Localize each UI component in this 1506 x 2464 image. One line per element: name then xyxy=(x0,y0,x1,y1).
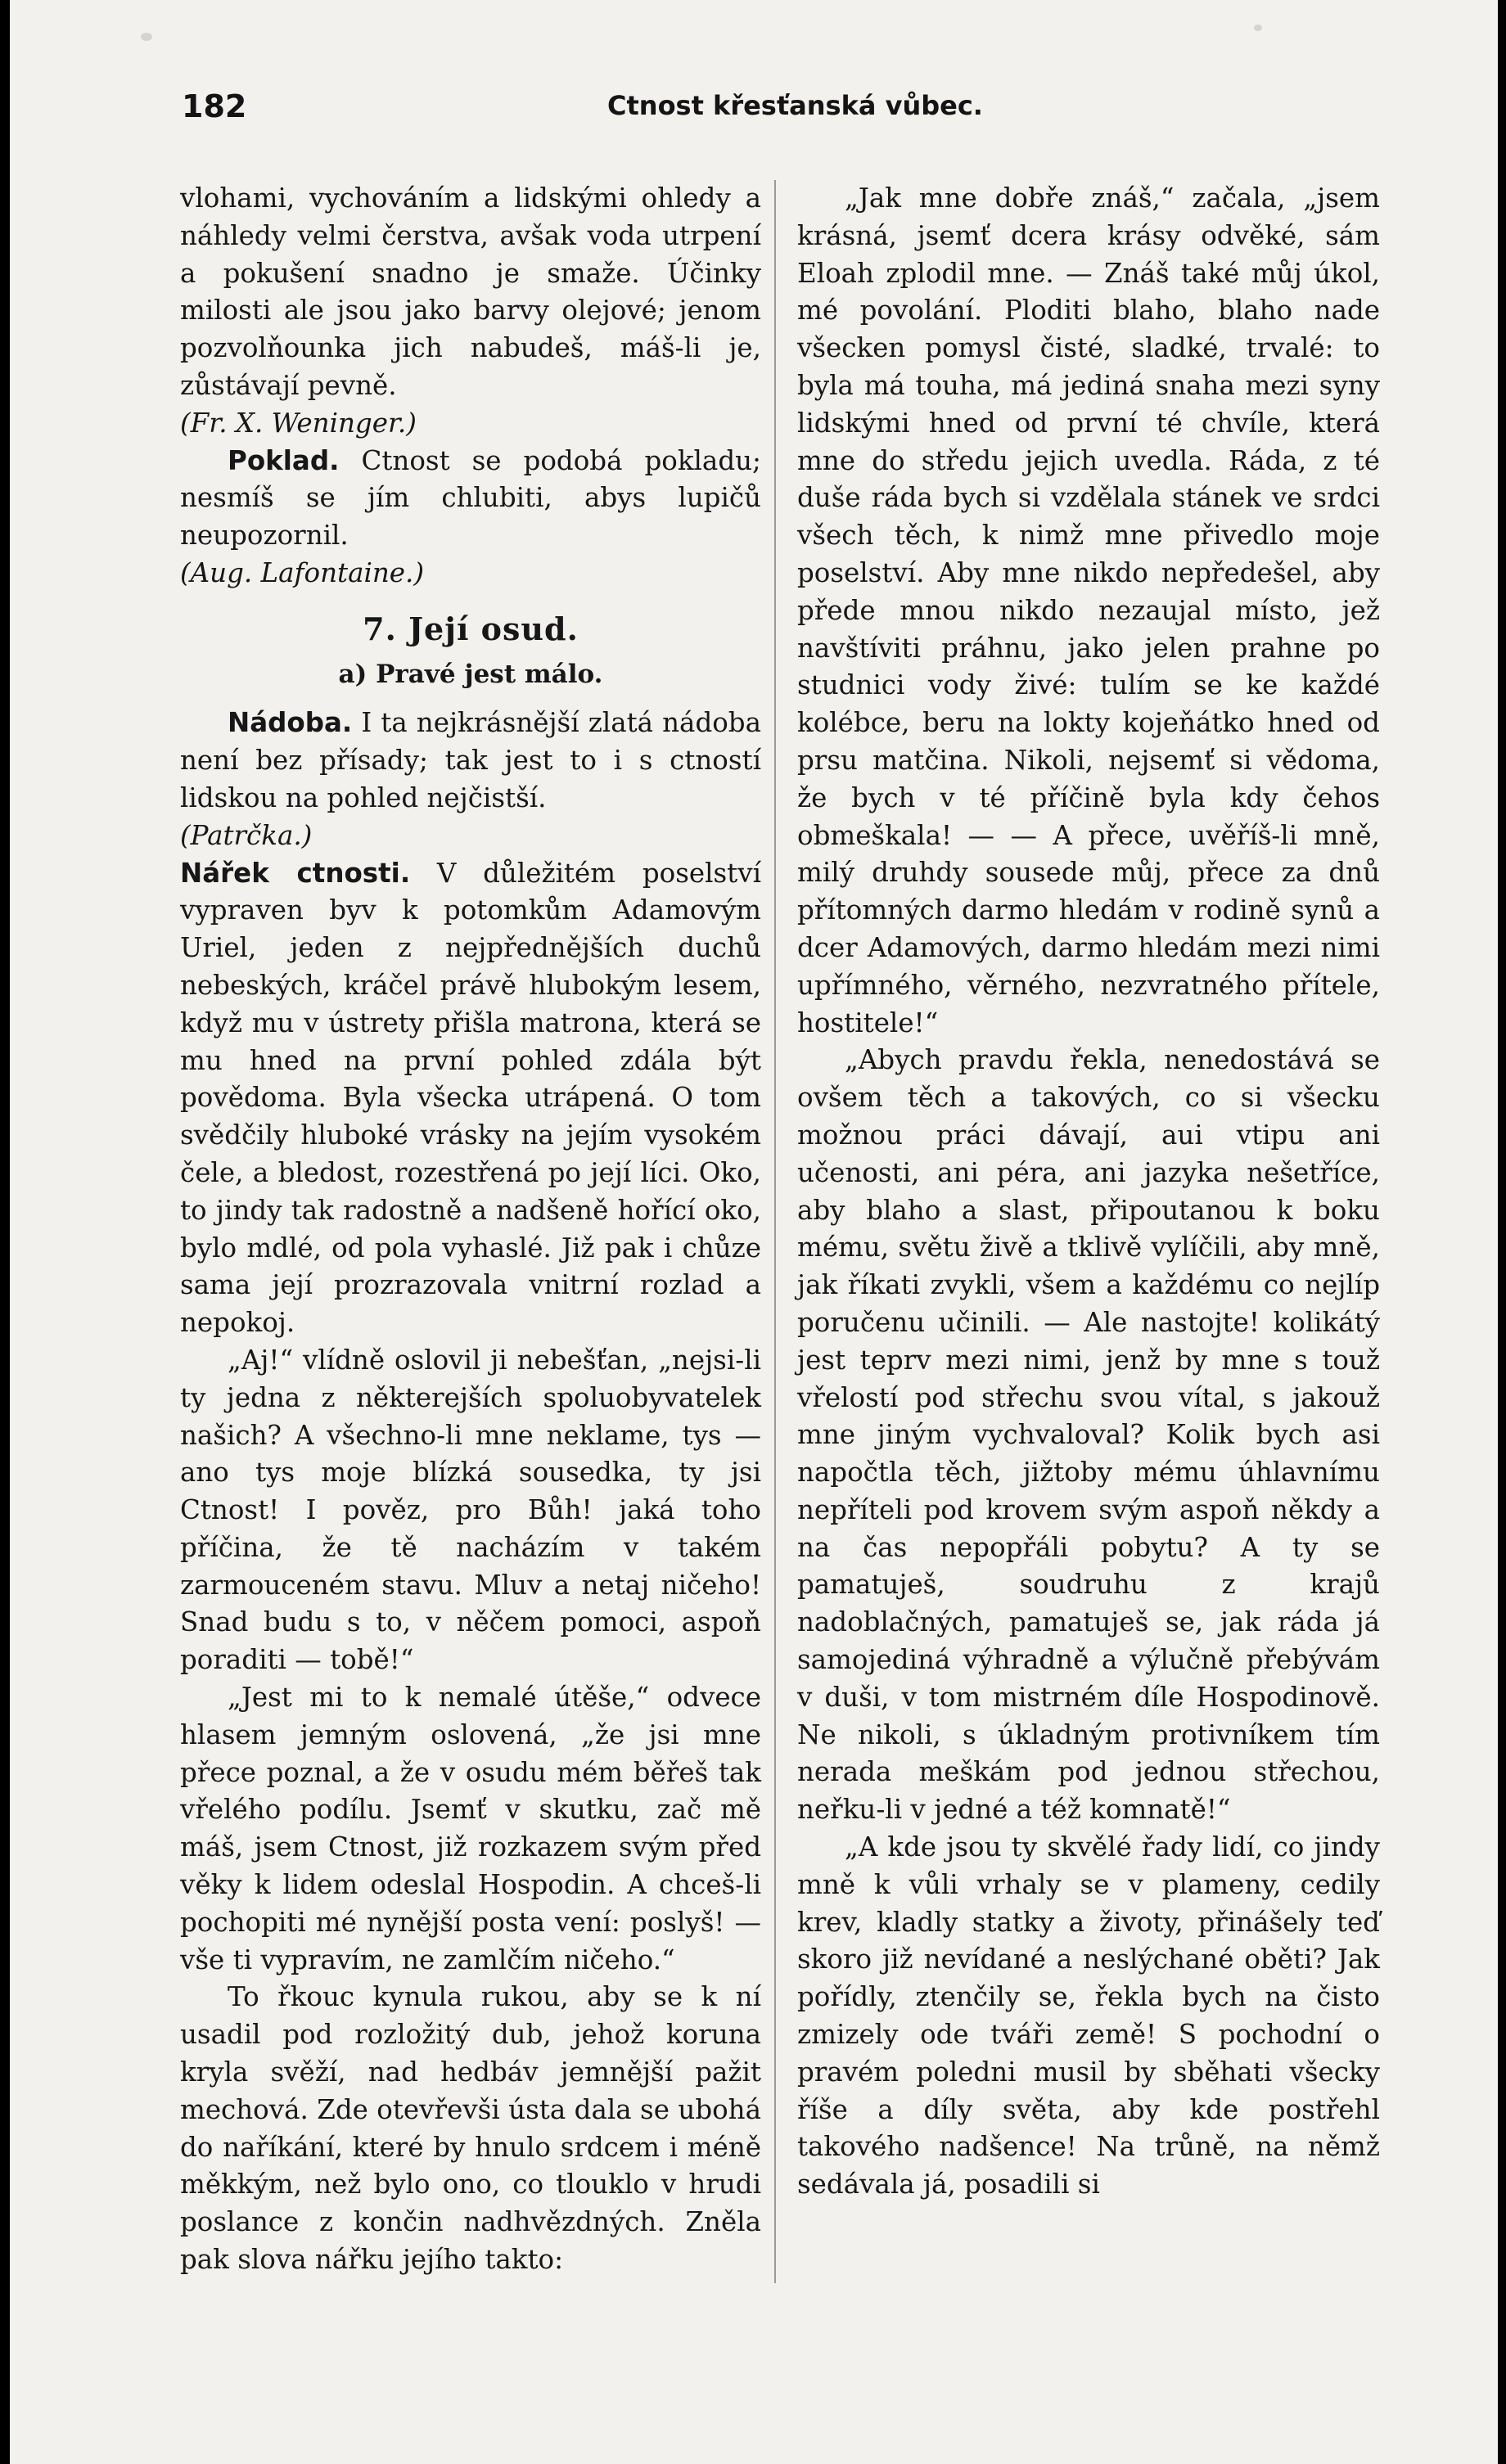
entry-keyword: Nářek ctnosti. xyxy=(180,857,411,889)
running-head: Ctnost křesťanská vůbec. xyxy=(607,90,983,121)
entry-narek-ctnosti xyxy=(180,855,761,1342)
paragraph: „Jak mne dobře znáš,“ začala, „jsem krásná, jsemť dcera krásy odvěké, sám Eloah zplodil mne. — Znáš také můj úkol, mé povolání. Ploditi blaho, blaho nade všecken pomysl čisté, sladké, trvalé: to byla má touha, má jediná snaha mezi syny lidskými hned od první té chvíle, která mne do středu jejich uvedla. Ráda, z té duše ráda bych si vzdělala stánek ve srdci všech těch, k nimž mne přivedlo moje poselství. Aby mne nikdo nepředešel, aby přede mnou nikdo nezaujal místo, jež navštíviti práhnu, jako jelen prahne po studnici vody živé: tulím se ke každé kolébce, beru na lokty kojeňátko hned od prsu matčina. Nikoli, nejsemť si vědoma, že bych v té příčině byla kdy čehos obmeškala! — — A přece, uvěříš-li mně, milý druhdy sousede můj, přece za dnů přítomných darmo hledám v rodině synů a dcer Adamových, darmo hledám mezi nimi upřímného, věrného, nezvratného přítele, hostitele!“ xyxy=(797,182,1380,1038)
paragraph-continuation: vlohami, vychováním a lidskými ohledy a náhledy velmi čerstva, avšak voda utrpení a pokušení snadno je smaže. Účinky milosti ale jsou jako barvy olejové; jenom pozvolňounka jich nabudeš, máš-li je, zůstávají pevně. xyxy=(180,182,761,401)
attribution xyxy=(180,405,761,443)
subsection-title: a) Pravé jest málo. xyxy=(338,659,603,689)
section-title: 7. Její osud. xyxy=(363,610,579,647)
paragraph: „Jest mi to k nemalé útěše,“ odvece hlasem jemným oslovená, „že jsi mne přece poznal, a že v osudu mém běřeš tak vřelého podílu. Jsemť v skutku, zač mě máš, jsem Ctnost, již rozkazem svým před věky k lidem odeslal Hospodin. A chceš-li pochopiti mé nynější posta vení: poslyš! — vše ti vypravím, ne zamlčím ničeho.“ xyxy=(180,1682,761,1975)
paper-speck xyxy=(141,33,152,41)
entry-keyword: Poklad. xyxy=(228,444,340,476)
paragraph: „Aj!“ vlídně oslovil ji nebešťan, „nejsi-li ty jedna z některejších spoluobyvatelek našich? A všechno-li mne neklame, tys — ano tys moje blízká sousedka, ty jsi Ctnost! I pověz, pro Bůh! jaká toho příčina, že tě nacházím v takém zarmouceném stavu. Mluv a netaj ničeho! Snad budu s to, v něčem pomoci, aspoň poraditi — tobě!“ xyxy=(180,1344,761,1676)
paper-speck xyxy=(1254,25,1262,31)
entry-text: I ta nejkrásnější zlatá nádoba není bez přísady; tak jest to i s ctností lidskou na pohled nejčistší. xyxy=(180,707,761,813)
attribution-text: (Fr. X. Weninger.) xyxy=(180,407,417,439)
attribution xyxy=(180,555,761,592)
page-number: 182 xyxy=(182,88,247,124)
entry-text: Ctnost se podobá pokladu; nesmíš se jím chlubiti, abys lupičů neupozornil. xyxy=(180,444,761,552)
paragraph: To řkouc kynula rukou, aby se k ní usadil pod rozložitý dub, jehož koruna kryla svěží, nad hedbáv jemnější pažit mechová. Zde otevřevši ústa dala se ubohá do naříkání, které by hnulo srdcem i méně měkkým, než bylo ono, co tlouklo v hrudi poslance z končin nadhvězdných. Zněla pak slova nářku jejího takto: xyxy=(180,1981,761,2276)
attribution-text: (Patrčka.) xyxy=(180,819,313,851)
book-page xyxy=(10,0,1498,2464)
column-divider xyxy=(774,180,776,2283)
paragraph: „A kde jsou ty skvělé řady lidí, co jindy mně k vůli vrhaly se v plameny, cedily krev, kladly statky a životy, přinášely teď skoro již nevídané a neslýchané oběti? Jak pořídly, ztenčily se, řekla bych na čisto zmizely ode tváři země! S pochodní o pravém poledni musil by sběhati všecky říše a díly světa, aby kde postřehl takového nadšence! Na trůně, na němž sedávala já, posadili si xyxy=(797,1831,1380,2200)
page-header xyxy=(182,88,1319,137)
paragraph: „Abych pravdu řekla, nenedostává se ovšem těch a takových, co si všecku možnou práci dávají, aui vtipu ani učenosti, ani péra, ani jazyka nešetříce, aby blaho a slast, připoutanou k boku mému, světu živě a tklivě vylíčili, aby mně, jak říkati zvykli, všem a každému co nejlíp poručenu učinili. — Ale nastojte! kolikátý jest teprv mezi nimi, jenž by mne s touž vřelostí pod střechu svou vítal, s jakouž mne jiným vychvaloval? Kolik bych asi napočtla těch, jižtoby mému úhlavnímu nepříteli pod krovem svým aspoň někdy a na čas nepopřáli pobytu? A ty se pamatuješ, soudruhu z krajů nadoblačných, pamatuješ se, jak ráda já samojediná výhradně a výlučně přebývám v duši, v tom mistrném díle Hospodinově. Ne nikoli, s úkladným protivníkem tím nerada meškám pod jednou střechou, neřku-li v jedné a též komnatě!“ xyxy=(797,1044,1380,1826)
right-column xyxy=(797,180,1380,2204)
entry-poklad xyxy=(180,443,761,555)
left-column xyxy=(180,180,761,2279)
entry-nadoba xyxy=(180,705,761,817)
attribution xyxy=(180,818,761,855)
attribution-text: (Aug. Lafontaine.) xyxy=(180,556,425,588)
entry-keyword: Nádoba. xyxy=(228,707,353,739)
entry-text: V důležitém poselství vypraven byv k potomkům Adamovým Uriel, jeden z nejpřednějších duchů nebeských, kráčel právě hlubokým lesem, když mu v ústrety přišla matrona, která se mu hned na první pohled zdála být povědoma. Byla všecka utrápená. O tom svědčily hluboké vrásky na jejím vysokém čele, a bledost, rozestřená po její líci. Oko, to jindy tak radostně a nadšeně hořící oko, bylo mdlé, od pola vyhaslé. Již pak i chůze sama její prozrazovala vnitrní rozlad a nepokoj. xyxy=(180,857,761,1339)
